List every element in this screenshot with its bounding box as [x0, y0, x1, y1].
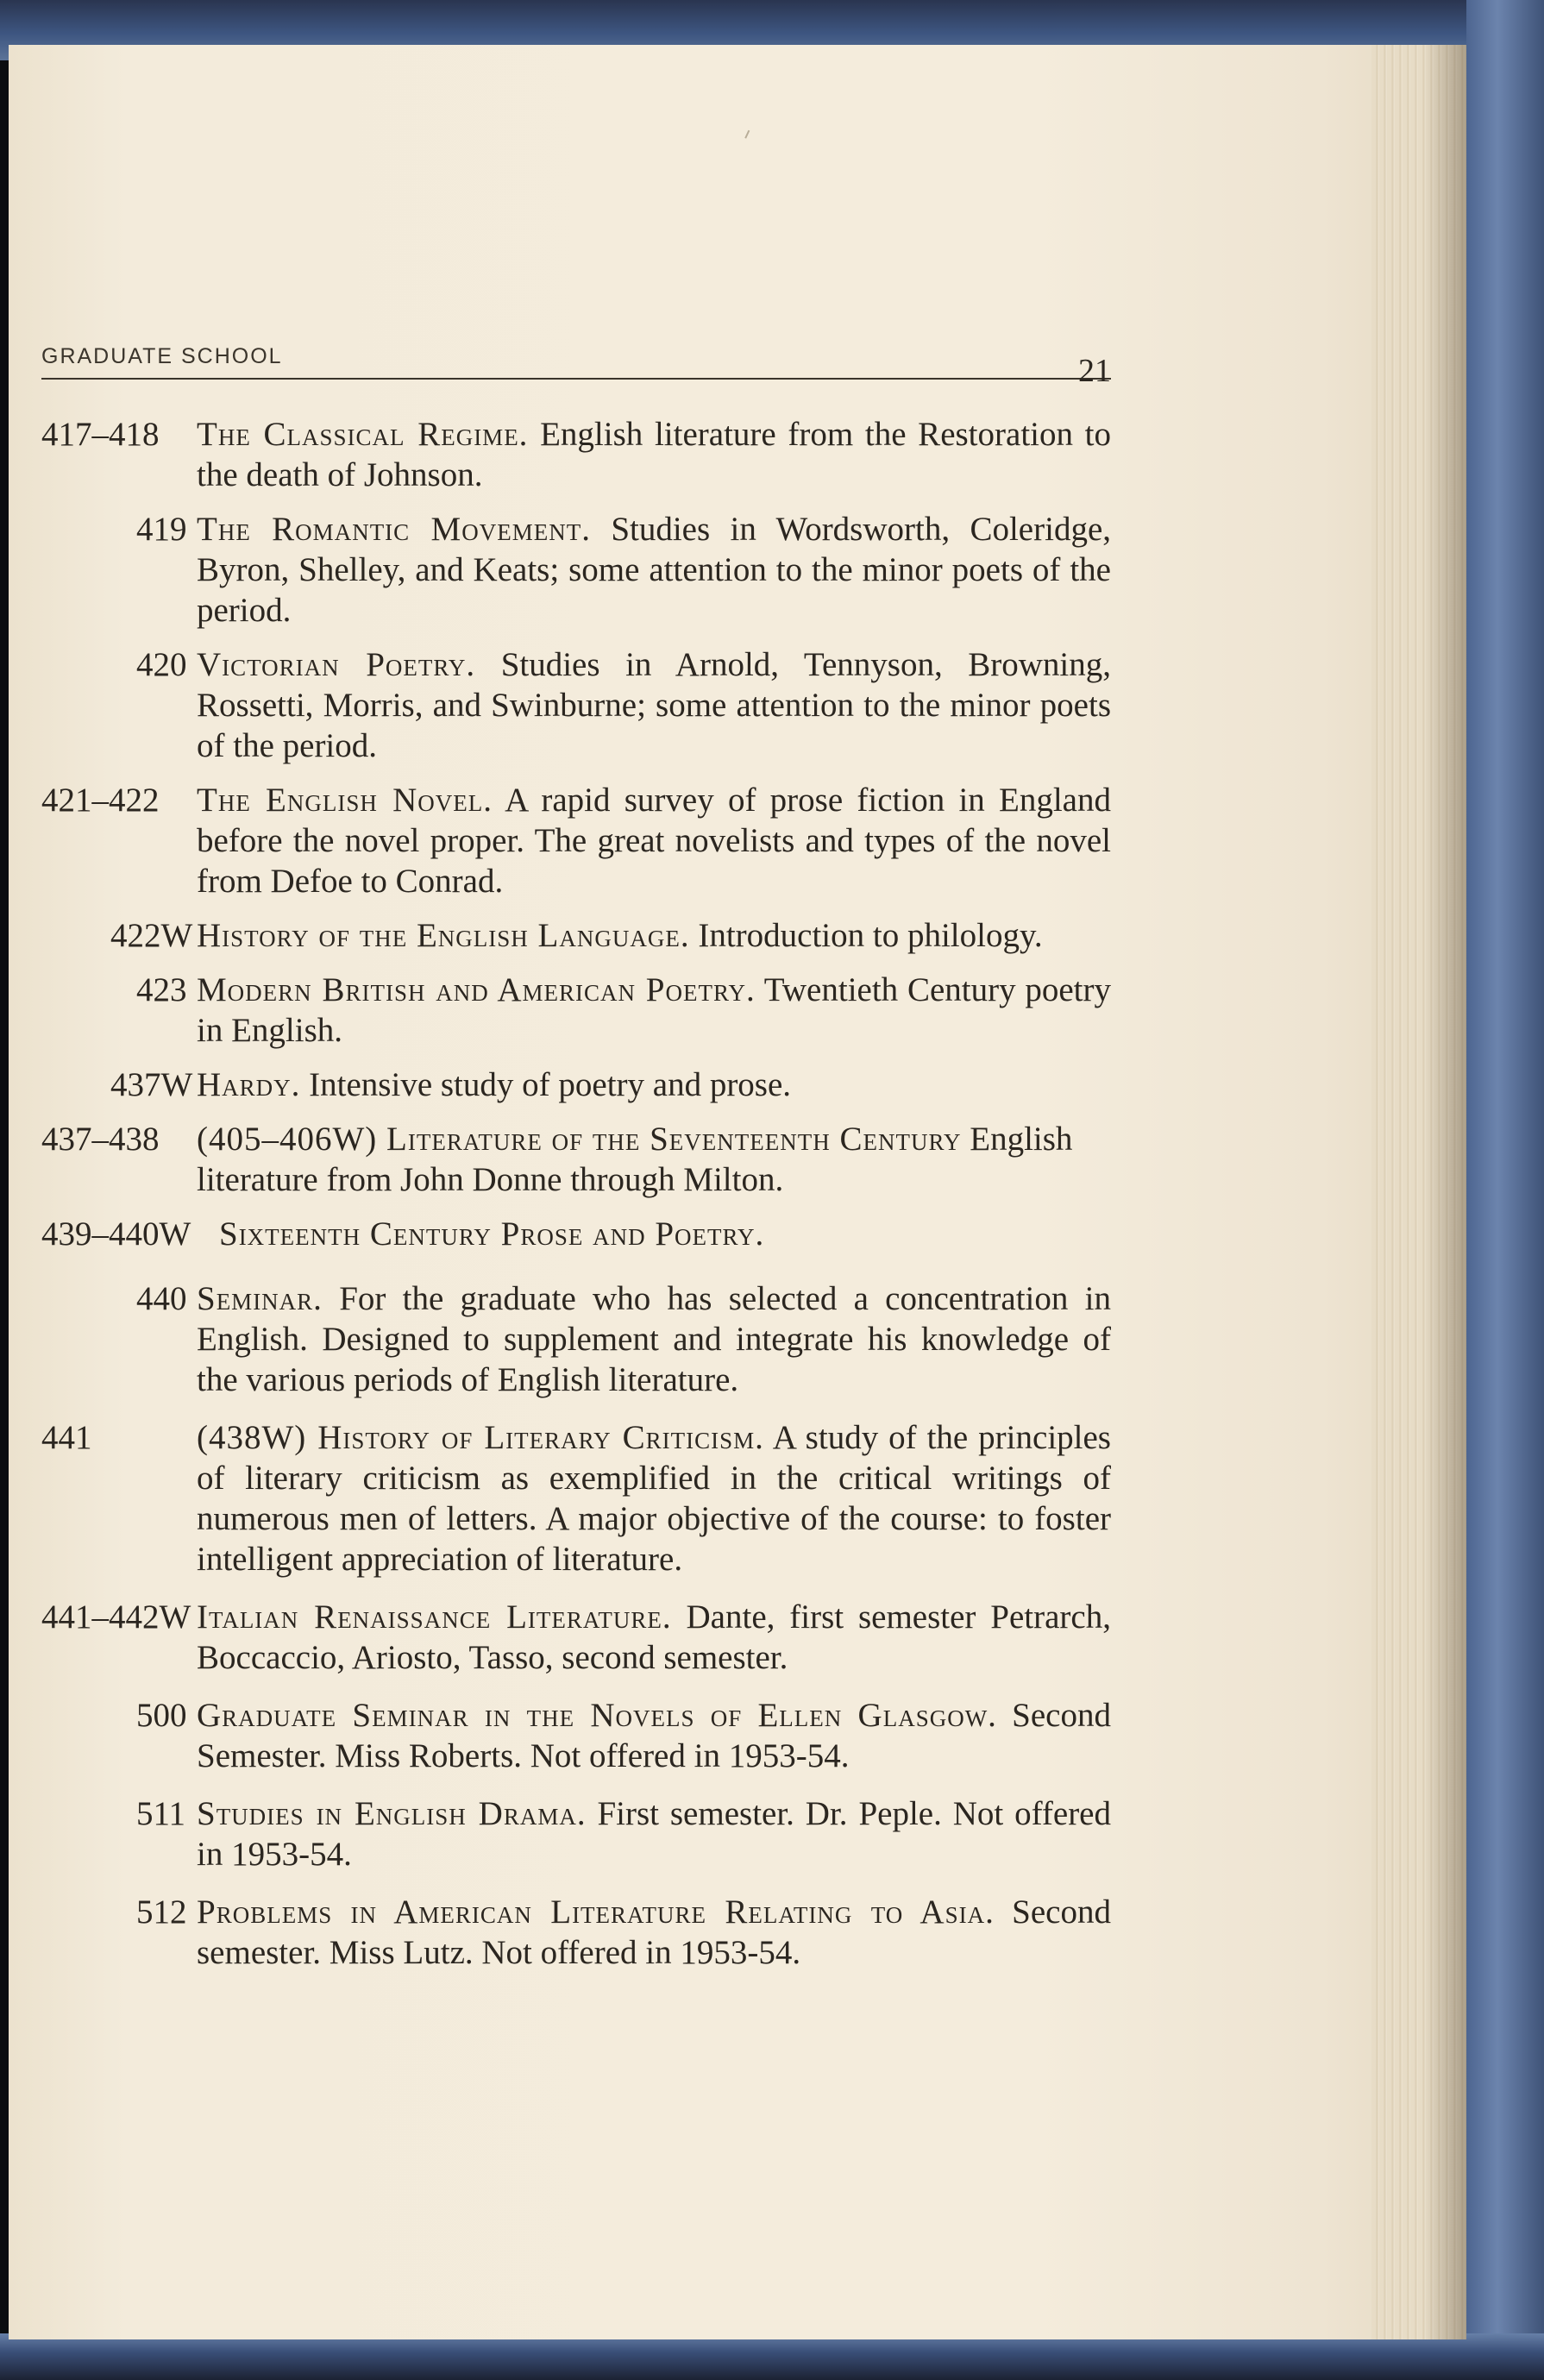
- page-number: 21: [1078, 353, 1111, 389]
- course-entry: [41, 780, 1111, 901]
- course-entry: [41, 1597, 1111, 1678]
- course-number: 422W: [110, 917, 193, 954]
- course-description: Introduction to philology.: [689, 917, 1043, 954]
- course-title: The Classical Regime.: [197, 416, 529, 453]
- course-number: 439–440W: [41, 1215, 191, 1253]
- course-title: Victorian Poetry.: [197, 646, 476, 683]
- course-entry: [41, 414, 1111, 495]
- course-title: Seminar.: [197, 1280, 323, 1317]
- course-title: The English Novel.: [197, 782, 493, 819]
- course-description: For the graduate who has selected a concentration in English. Designed to supplement and integrate his knowledge of the various periods of English literature.: [197, 1280, 1111, 1398]
- course-title: Problems in American Literature Relating to Asia.: [197, 1893, 995, 1931]
- course-entry: [41, 1793, 1111, 1874]
- course-number: 421–422: [41, 782, 160, 819]
- course-list: [41, 414, 1111, 1973]
- course-description: Studies in Arnold, Tennyson, Browning, Rossetti, Morris, and Swinburne; some attention to the minor poets of the period.: [197, 646, 1112, 764]
- course-number: 441–442W: [41, 1598, 191, 1636]
- course-number: 441: [41, 1419, 92, 1456]
- course-number: 423: [136, 971, 187, 1008]
- running-head: GRADUATE SCHOOL: [41, 344, 283, 368]
- course-description: English literature from John Donne through Milton.: [197, 1121, 1073, 1198]
- course-description: Second semester. Miss Lutz. Not offered in 1953-54.: [197, 1893, 1111, 1971]
- course-title: Graduate Seminar in the Novels of Ellen Glasgow.: [197, 1697, 997, 1734]
- course-number: 417–418: [41, 416, 160, 453]
- course-entry: [41, 1064, 1111, 1105]
- course-description: A study of the principles of literary criticism as exemplified in the critical writings of numerous men of letters. A major objective of the course: to foster intelligent appreciation of literature.: [197, 1419, 1111, 1578]
- book-cover-bottom: [0, 2333, 1544, 2380]
- course-number: 437W: [110, 1066, 193, 1103]
- course-entry: [41, 1214, 1111, 1254]
- course-entry: [41, 970, 1111, 1051]
- course-title: Sixteenth Century Prose and Poetry.: [219, 1215, 765, 1253]
- course-description: Second Semester. Miss Roberts. Not offered in 1953-54.: [197, 1697, 1111, 1774]
- course-title: Italian Renaissance Literature.: [197, 1598, 672, 1636]
- book-cover-right: [1466, 0, 1544, 2380]
- course-title: Modern British and American Poetry.: [197, 971, 756, 1008]
- course-entry: [41, 644, 1111, 766]
- course-entry: [41, 1417, 1111, 1579]
- page-header: [41, 328, 1111, 389]
- course-number: 420: [136, 646, 187, 683]
- page-content: [41, 328, 1111, 1987]
- course-description: Studies in Wordsworth, Coleridge, Byron, Shelley, and Keats; some attention to the minor poets of the period.: [197, 511, 1111, 629]
- course-number: 512: [136, 1893, 187, 1931]
- gutter-shadow: [1423, 45, 1466, 2339]
- course-title: Hardy.: [197, 1066, 301, 1103]
- course-entry: [41, 915, 1111, 956]
- scan-border-left: [0, 0, 9, 2380]
- course-description: Twentieth Century poetry in English.: [197, 971, 1111, 1049]
- course-title: (405–406W) Literature of the Seventeenth Century: [197, 1121, 962, 1158]
- course-description: Dante, first semester Petrarch, Boccaccio, Ariosto, Tasso, second semester.: [197, 1598, 1111, 1676]
- course-entry: [41, 1119, 1111, 1200]
- course-title: Studies in English Drama.: [197, 1795, 587, 1832]
- course-number: 500: [136, 1697, 187, 1734]
- course-number: 511: [136, 1795, 186, 1832]
- course-number: 437–438: [41, 1121, 160, 1158]
- course-title: (438W) History of Literary Criticism.: [197, 1419, 764, 1456]
- course-title: History of the English Language.: [197, 917, 690, 954]
- course-entry: [41, 509, 1111, 631]
- course-description: First semester. Dr. Peple. Not offered in 1953-54.: [197, 1795, 1111, 1873]
- course-entry: [41, 1278, 1111, 1400]
- course-entry: [41, 1892, 1111, 1973]
- course-title: The Romantic Movement.: [197, 511, 591, 548]
- course-description: A rapid survey of prose fiction in England before the novel proper. The great novelists and types of the novel from Defoe to Conrad.: [197, 782, 1111, 900]
- course-description: English literature from the Restoration to the death of Johnson.: [197, 416, 1111, 493]
- course-number: 419: [136, 511, 187, 548]
- course-description: Intensive study of poetry and prose.: [300, 1066, 792, 1103]
- course-number: 440: [136, 1280, 187, 1317]
- course-entry: [41, 1695, 1111, 1776]
